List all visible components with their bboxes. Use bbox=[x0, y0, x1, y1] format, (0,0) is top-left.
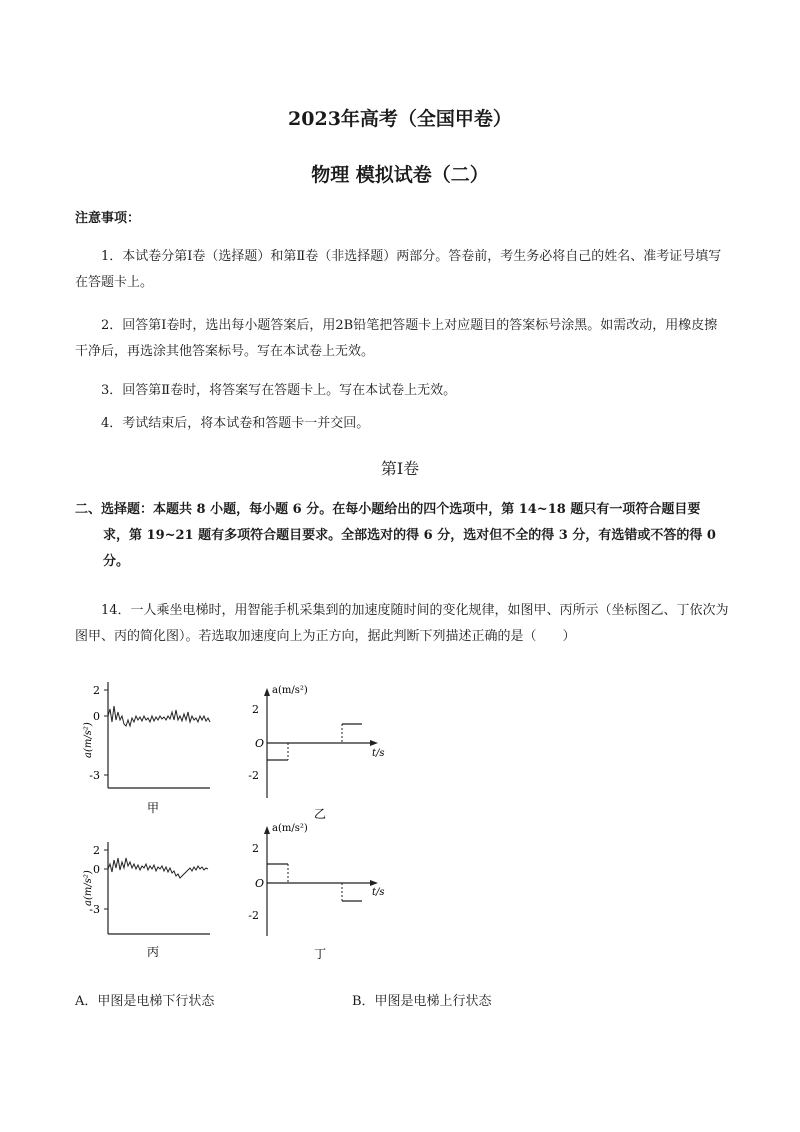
section-line-1: 二、选择题：本题共 8 小题，每小题 6 分。在每小题给出的四个选项中，第 14~18 题只有一项符合题目要 bbox=[75, 502, 701, 517]
yi-caption: 乙 bbox=[313, 807, 327, 821]
section-line-rest: 求，第 19~21 题有多项符合题目要求。全部选对的得 6 分，选对但不全的得 3 分，有选错或不答的得 0 分。 bbox=[103, 528, 716, 569]
part-title: 第Ⅰ卷 bbox=[380, 459, 420, 478]
ding-time-label: t/s bbox=[372, 887, 385, 898]
ding-caption: 丁 bbox=[313, 947, 327, 961]
exam-subtitle: 物理 模拟试卷（二） bbox=[311, 164, 489, 186]
notice-item-4: 4．考试结束后，将本试卷和答题卡一并交回。 bbox=[101, 416, 370, 431]
jia-ytick-neg3: -3 bbox=[89, 769, 100, 782]
yi-ytick-neg2: -2 bbox=[248, 769, 259, 782]
option-b[interactable]: B．甲图是电梯上行状态 bbox=[352, 994, 492, 1009]
figure-yi bbox=[222, 676, 392, 836]
figure-ding bbox=[222, 816, 392, 966]
jia-ytick-0: 0 bbox=[93, 710, 100, 723]
exam-title: 2023年高考（全国甲卷） bbox=[288, 108, 512, 130]
ding-axis-label: a(m/s²) bbox=[272, 823, 308, 834]
yi-origin: O bbox=[255, 737, 265, 750]
bing-ylabel: a(m/s²) bbox=[83, 870, 94, 906]
jia-caption: 甲 bbox=[146, 801, 160, 815]
jia-ylabel: a(m/s²) bbox=[83, 722, 94, 758]
notice-heading: 注意事项： bbox=[75, 211, 141, 226]
notice-item-1: 1．本试卷分第Ⅰ卷（选择题）和第Ⅱ卷（非选择题）两部分。答卷前，考生务必将自己的姓名、准考证号填写在答题卡上。 bbox=[75, 249, 722, 290]
option-a[interactable]: A．甲图是电梯下行状态 bbox=[75, 994, 215, 1009]
question-14-stem: 14．一人乘坐电梯时，用智能手机采集到的加速度随时间的变化规律，如图甲、丙所示（坐标图乙、丁依次为图甲、丙的简化图）。若选取加速度向上为正方向，据此判断下列描述正确的是（ ） bbox=[75, 603, 729, 644]
bing-caption: 丙 bbox=[146, 945, 160, 959]
yi-axis-label: a(m/s²) bbox=[272, 685, 308, 696]
yi-time-label: t/s bbox=[372, 748, 385, 759]
notice-item-2: 2．回答第Ⅰ卷时，选出每小题答案后，用2B铅笔把答题卡上对应题目的答案标号涂黑。如需改动，用橡皮擦干净后，再选涂其他答案标号。写在本试卷上无效。 bbox=[75, 318, 718, 359]
ding-origin: O bbox=[255, 877, 265, 890]
ding-ytick-neg2: -2 bbox=[248, 909, 259, 922]
section-instructions bbox=[75, 497, 735, 575]
figure-bing bbox=[78, 838, 228, 968]
bing-ytick-0: 0 bbox=[93, 863, 100, 876]
jia-ytick-2: 2 bbox=[93, 684, 100, 697]
ding-ytick-2: 2 bbox=[252, 842, 259, 855]
bing-ytick-2: 2 bbox=[93, 844, 100, 857]
figure-jia bbox=[78, 676, 228, 816]
bing-ytick-neg3: -3 bbox=[89, 903, 100, 916]
notice-item-3: 3．回答第Ⅱ卷时，将答案写在答题卡上。写在本试卷上无效。 bbox=[101, 383, 457, 398]
yi-ytick-2: 2 bbox=[252, 703, 259, 716]
